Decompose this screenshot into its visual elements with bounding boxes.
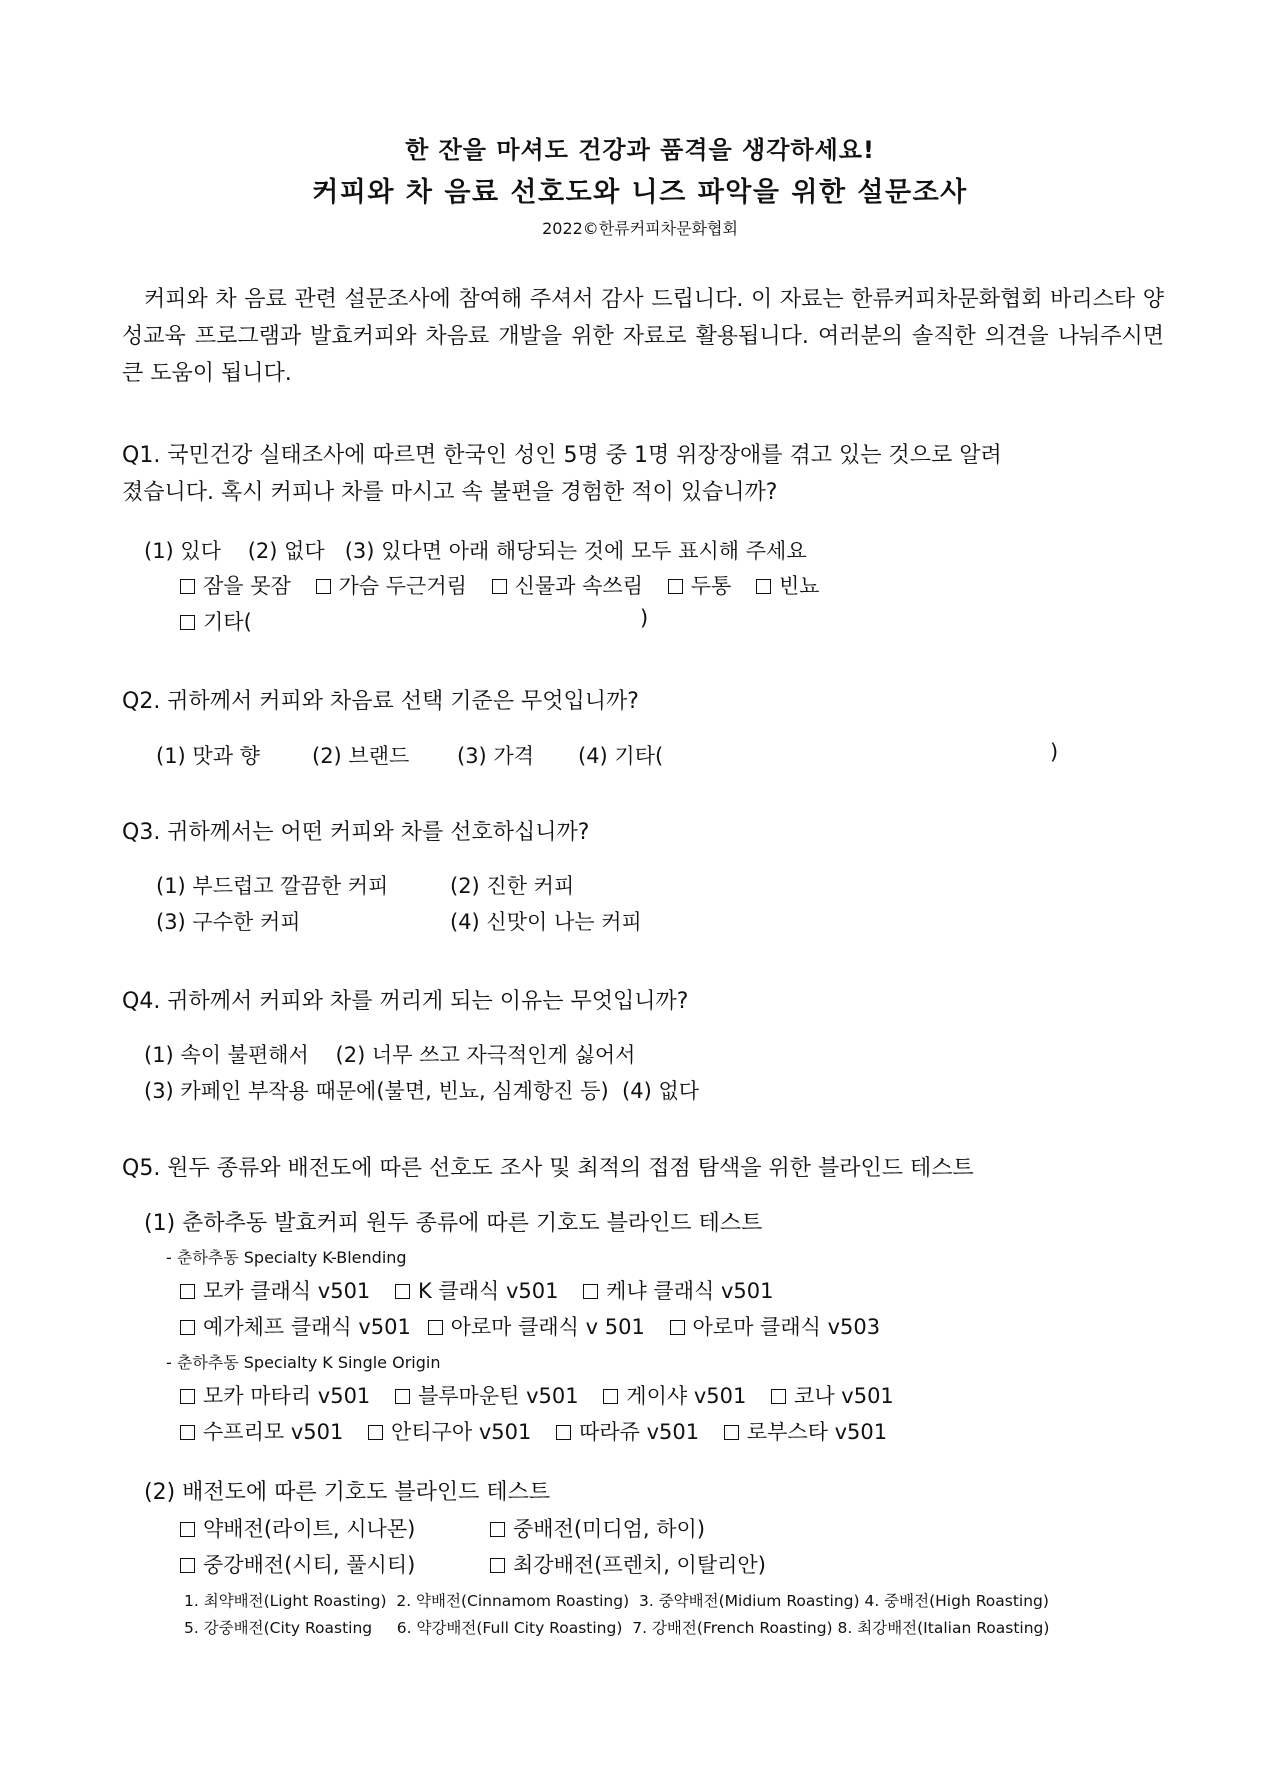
option-antigua[interactable]: 안티구아 v501 [368, 1420, 531, 1444]
checkbox-icon[interactable] [316, 579, 331, 594]
q1-options: (1) 있다 (2) 없다 (3) 있다면 아래 해당되는 것에 모두 표시해 주세요 [144, 539, 807, 563]
q5-roast-option-light[interactable]: 약배전(라이트, 시나몬) [180, 1513, 415, 1543]
q5-text: Q5. 원두 종류와 배전도에 따른 선호도 조사 및 최적의 접점 탐색을 위한 블라인드 테스트 [122, 1156, 974, 1181]
roast-legend-line1: 1. 최약배전(Light Roasting) 2. 약배전(Cinnamom Roasting) 3. 중약배전(Midium Roasting) 4. 중배전(High Roasting) [184, 1592, 1049, 1610]
option-mocha-matari[interactable]: 모카 마타리 v501 [180, 1384, 370, 1408]
q1-check-headache[interactable]: 두통 [668, 574, 732, 598]
q4-options-line1: (1) 속이 불편해서 (2) 너무 쓰고 자극적인게 싫어서 [144, 1043, 636, 1067]
checkbox-icon[interactable] [180, 1558, 195, 1573]
q3-option-3[interactable]: (3) 구수한 커피 [156, 910, 301, 934]
q1-check-sleep[interactable]: 잠을 못잠 [180, 574, 291, 598]
q5-blending-subtitle: - 춘하추동 Specialty K-Blending [166, 1248, 407, 1267]
q5-blending-row1 [180, 1275, 791, 1305]
q5-roast-option-medium-dark[interactable]: 중강배전(시티, 풀시티) [180, 1549, 415, 1579]
q5-part1-title: (1) 춘하추동 발효커피 원두 종류에 따른 기호도 블라인드 테스트 [144, 1211, 763, 1236]
q2-option-2[interactable]: (2) 브랜드 [312, 744, 410, 768]
q5-single-row2 [180, 1416, 905, 1446]
checkbox-icon[interactable] [583, 1284, 598, 1299]
checkbox-icon[interactable] [428, 1320, 443, 1335]
q3-option-4[interactable]: (4) 신맛이 나는 커피 [450, 910, 642, 934]
q1-check-urination[interactable]: 빈뇨 [756, 574, 820, 598]
q2-text: Q2. 귀하께서 커피와 차음료 선택 기준은 무엇입니까? [122, 689, 639, 714]
checkbox-icon[interactable] [556, 1425, 571, 1440]
checkbox-icon[interactable] [490, 1558, 505, 1573]
checkbox-icon[interactable] [180, 579, 195, 594]
option-kona[interactable]: 코나 v501 [771, 1384, 894, 1408]
checkbox-icon[interactable] [395, 1284, 410, 1299]
q5-part2-title: (2) 배전도에 따른 기호도 블라인드 테스트 [144, 1480, 551, 1505]
q1-text-line2: 졌습니다. 혹시 커피나 차를 마시고 속 불편을 경험한 적이 있습니까? [122, 480, 778, 505]
checkbox-icon[interactable] [368, 1425, 383, 1440]
copyright: 2022©한류커피차문화협회 [542, 219, 738, 238]
q2-other-close: ) [1050, 740, 1059, 764]
q2-option-3[interactable]: (3) 가격 [457, 744, 534, 768]
checkbox-icon[interactable] [180, 1389, 195, 1404]
option-supremo[interactable]: 수프리모 v501 [180, 1420, 343, 1444]
option-blue-mountain[interactable]: 블루마운틴 v501 [395, 1384, 579, 1408]
checkbox-icon[interactable] [724, 1425, 739, 1440]
checkbox-icon[interactable] [490, 1522, 505, 1537]
option-robusta[interactable]: 로부스타 v501 [724, 1420, 887, 1444]
q5-roast-option-medium[interactable]: 중배전(미디엄, 하이) [490, 1513, 705, 1543]
option-k-classic[interactable]: K 클래식 v501 [395, 1279, 559, 1303]
q5-single-origin-subtitle: - 춘하추동 Specialty K Single Origin [166, 1353, 441, 1372]
checkbox-icon[interactable] [756, 579, 771, 594]
checkbox-icon[interactable] [180, 1320, 195, 1335]
q4-options-line2: (3) 카페인 부작용 때문에(불면, 빈뇨, 심계항진 등) (4) 없다 [144, 1079, 700, 1103]
option-aroma-classic-503[interactable]: 아로마 클래식 v503 [670, 1315, 881, 1339]
q5-roast-option-darkest[interactable]: 최강배전(프렌치, 이탈리안) [490, 1549, 766, 1579]
roast-legend-line2: 5. 강중배전(City Roasting 6. 약강배전(Full City Roasting) 7. 강배전(French Roasting) 8. 최강배전(Italian Roasting) [184, 1619, 1050, 1637]
q3-text: Q3. 귀하께서는 어떤 커피와 차를 선호하십니까? [122, 820, 590, 845]
checkbox-icon[interactable] [180, 1522, 195, 1537]
q5-blending-row2 [180, 1311, 898, 1341]
intro-paragraph: 커피와 차 음료 관련 설문조사에 참여해 주셔서 감사 드립니다. 이 자료는 한류커피차문화협회 바리스타 양성교육 프로그램과 발효커피와 차음료 개발을 위한 자료로 활용됩니다. 여러분의 솔직한 의견을 나눠주시면 큰 도움이 됩니다. [122, 287, 1164, 386]
q1-other-close: ) [640, 606, 649, 630]
q1-check-palpitation[interactable]: 가슴 두근거림 [316, 574, 467, 598]
checkbox-icon[interactable] [668, 579, 683, 594]
checkbox-icon[interactable] [180, 1425, 195, 1440]
option-tarrazu[interactable]: 따라쥬 v501 [556, 1420, 699, 1444]
checkbox-icon[interactable] [180, 1284, 195, 1299]
q1-text-line1: Q1. 국민건강 실태조사에 따르면 한국인 성인 5명 중 1명 위장장애를 겪고 있는 것으로 알려 [122, 443, 1002, 468]
q3-option-2[interactable]: (2) 진한 커피 [450, 874, 575, 898]
q2-option-1[interactable]: (1) 맛과 향 [156, 744, 260, 768]
page-title: 커피와 차 음료 선호도와 니즈 파악을 위한 설문조사 [312, 177, 968, 208]
header-slogan: 한 잔을 마셔도 건강과 품격을 생각하세요! [405, 136, 875, 164]
checkbox-icon[interactable] [180, 615, 195, 630]
checkbox-icon[interactable] [603, 1389, 618, 1404]
q4-text: Q4. 귀하께서 커피와 차를 꺼리게 되는 이유는 무엇입니까? [122, 989, 689, 1014]
q1-checkbox-row [180, 570, 838, 600]
q5-single-row1 [180, 1380, 912, 1410]
option-kenya-classic[interactable]: 케냐 클래식 v501 [583, 1279, 773, 1303]
option-mocha-classic[interactable]: 모카 클래식 v501 [180, 1279, 370, 1303]
q3-option-1[interactable]: (1) 부드럽고 깔끔한 커피 [156, 874, 389, 898]
q1-check-heartburn[interactable]: 신물과 속쓰림 [492, 574, 643, 598]
checkbox-icon[interactable] [771, 1389, 786, 1404]
checkbox-icon[interactable] [395, 1389, 410, 1404]
checkbox-icon[interactable] [492, 579, 507, 594]
checkbox-icon[interactable] [670, 1320, 685, 1335]
q1-check-other[interactable]: 기타( [180, 606, 252, 636]
option-yirgacheffe-classic[interactable]: 예가체프 클래식 v501 [180, 1315, 411, 1339]
q2-option-4[interactable]: (4) 기타( [578, 744, 664, 768]
option-aroma-classic-501[interactable]: 아로마 클래식 v 501 [428, 1315, 645, 1339]
option-geisha[interactable]: 게이샤 v501 [603, 1384, 746, 1408]
